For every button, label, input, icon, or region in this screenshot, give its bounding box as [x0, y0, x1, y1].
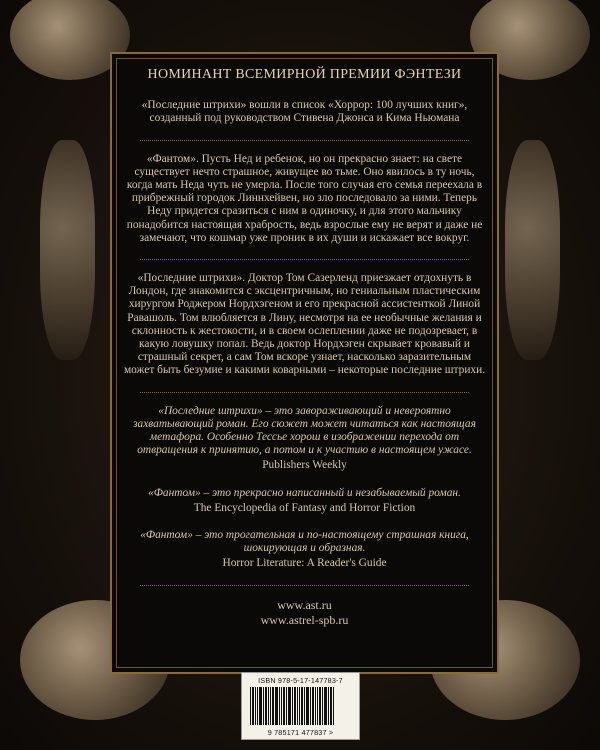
review-source: The Encyclopedia of Fantasy and Horror Fiction	[193, 501, 416, 514]
panel-content	[122, 64, 487, 628]
phantom-synopsis: «Фантом». Пусть Нед и ребенок, но он прекрасно знает: на свете существует нечто страшное, живущее во тьме. Оно явилось в ту ночь, когда мать Неда чуть не умерла. После того случая его семья переехала в прибрежный городок Линнхейвен, но зло последовало за ними. Теперь Неду придется сразиться с ним в одиночку, и для этого мальчику понадобится настоящая храбрость, ведь взрослые ему не верят и даже не замечают, что кошмар уже проник в их души и искажает все вокруг.	[126, 152, 483, 244]
review-quote: «Фантом» – это прекрасно написанный и незабываемый роман.	[148, 486, 461, 499]
isbn-label: ISBN 978-5-17-147783-7	[258, 676, 343, 685]
barcode-number: 9 785171 477837 >	[267, 728, 334, 737]
barcode	[241, 672, 360, 740]
divider	[140, 140, 469, 141]
website-link[interactable]: www.ast.ru	[277, 597, 332, 612]
intro-paragraph: «Последние штрихи» вошли в список «Хоррор: 100 лучших книг», созданный под руководством Стивена Джонса и Кима Ньюмана	[141, 99, 468, 125]
bone-left-decoration	[40, 140, 95, 360]
website-link[interactable]: www.astrel-spb.ru	[260, 612, 349, 627]
divider	[140, 259, 469, 260]
text-panel	[110, 52, 499, 674]
last-touches-synopsis: «Последние штрихи». Доктор Том Сазерленд приезжает отдохнуть в Лондон, где знакомится с эксцентричным, но гениальным пластическим хирургом Роджером Нордхэгеном и его прекрасной ассистенткой Линой Равашоль. Том влюбляется в Лину, несмотря на ее необычные желания и склонность к жестокости, и в своем ослеплении даже не подозревает, в какую ловушку попал. Ведь доктор Нордхэген скрывает кровавый и страшный секрет, а сам Том вскоре узнает, насколько заразительным может быть безумие и какими коварными – некоторые последние штрихи.	[123, 272, 486, 377]
website-list	[122, 598, 487, 628]
review-quote: «Фантом» – это трогательная и по-настоящему страшная книга, шокирующая и образная.	[140, 529, 469, 555]
barcode-bars	[250, 687, 351, 725]
award-title: НОМИНАНТ ВСЕМИРНОЙ ПРЕМИИ ФЭНТЕЗИ	[147, 67, 462, 82]
divider	[140, 585, 469, 586]
divider	[140, 392, 469, 393]
review-source: Publishers Weekly	[262, 459, 347, 472]
review-quote: «Последние штрихи» – это завораживающий и невероятно захватывающий роман. Его сюжет может читаться как настоящая метафора. Особенно Тессье хорош в изображении перехода от отвращения к принятию, а потом и к участию в настоящем ужасе.	[133, 404, 476, 457]
bone-right-decoration	[505, 140, 560, 360]
review-source: Horror Literature: A Reader's Guide	[222, 557, 387, 570]
